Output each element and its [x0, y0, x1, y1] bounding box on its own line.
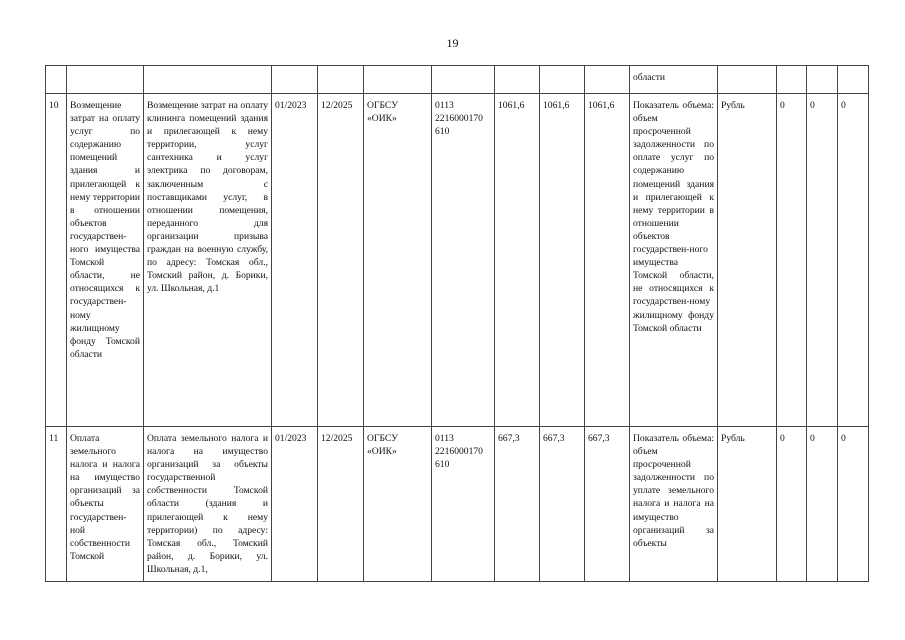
table-cell	[364, 66, 432, 94]
row-number: 11	[46, 427, 67, 582]
indicator-year-1: 0	[777, 427, 807, 582]
amount-year-2: 1061,6	[540, 94, 585, 427]
table-cell	[67, 66, 144, 94]
table-cell	[432, 66, 495, 94]
amount-year-2: 667,3	[540, 427, 585, 582]
indicator-year-3: 0	[838, 94, 869, 427]
row-number: 10	[46, 94, 67, 427]
measure-description: Возмещение затрат на оплату клининга помещений здания и прилегающей к нему территории, услуг сантехника и услуг электрика по договорам, заключенным с поставщиками услуг, в отношении помещения, переданного для организации призыва граждан на военную службу, по адресу: Томская обл., Томский район, д. Борики, ул. Школьная, д.1	[144, 94, 272, 427]
amount-year-3: 1061,6	[585, 94, 630, 427]
indicator-year-3: 0	[838, 427, 869, 582]
end-date: 12/2025	[318, 427, 364, 582]
table-cell	[144, 66, 272, 94]
budget-code: 0113 2216000170 610	[432, 427, 495, 582]
executor: ОГБСУ «ОИК»	[364, 427, 432, 582]
table-cell	[807, 66, 838, 94]
continuation-row	[46, 66, 869, 94]
indicator-year-1: 0	[777, 94, 807, 427]
table-cell	[777, 66, 807, 94]
page-number: 19	[446, 36, 459, 50]
table-cell: области	[630, 66, 718, 94]
measure-name: Возмещение затрат на оплату услуг по содержанию помещений здания и прилегающей к нему территории в отношении объектов государствен-ного имущества Томской области, не относящихся к государствен-ному жилищному фонду Томской области	[67, 94, 144, 427]
table-cell	[718, 66, 777, 94]
table-row	[46, 94, 869, 427]
amount-year-1: 1061,6	[495, 94, 540, 427]
end-date: 12/2025	[318, 94, 364, 427]
indicator-year-2: 0	[807, 94, 838, 427]
unit: Рубль	[718, 94, 777, 427]
measures-table	[45, 65, 869, 582]
measure-name: Оплата земельного налога и налога на имущество организаций за объекты государствен-ной собственности Томской	[67, 427, 144, 582]
table-cell	[272, 66, 318, 94]
table-cell	[838, 66, 869, 94]
table-cell	[585, 66, 630, 94]
table-cell	[540, 66, 585, 94]
measure-description: Оплата земельного налога и налога на имущество организаций за объекты государственной собственности Томской области (здания и прилегающей к нему территории) по адресу: Томская обл., Томский район, д. Борики, ул. Школьная, д.1,	[144, 427, 272, 582]
indicator: Показатель объема: объем просроченной задолженности по уплате земельного налога и налога на имущество организаций за объекты	[630, 427, 718, 582]
table-row	[46, 427, 869, 582]
start-date: 01/2023	[272, 427, 318, 582]
indicator-year-2: 0	[807, 427, 838, 582]
table-cell	[495, 66, 540, 94]
amount-year-3: 667,3	[585, 427, 630, 582]
indicator: Показатель объема: объем просроченной задолженности по оплате услуг по содержанию помещений здания и прилегающей к нему территории в отношении объектов государствен-ного имущества Томской области, не относящихся к государствен-ному жилищному фонду Томской области	[630, 94, 718, 427]
unit: Рубль	[718, 427, 777, 582]
executor: ОГБСУ «ОИК»	[364, 94, 432, 427]
table-cell	[46, 66, 67, 94]
start-date: 01/2023	[272, 94, 318, 427]
budget-code: 0113 2216000170 610	[432, 94, 495, 427]
amount-year-1: 667,3	[495, 427, 540, 582]
table-cell	[318, 66, 364, 94]
